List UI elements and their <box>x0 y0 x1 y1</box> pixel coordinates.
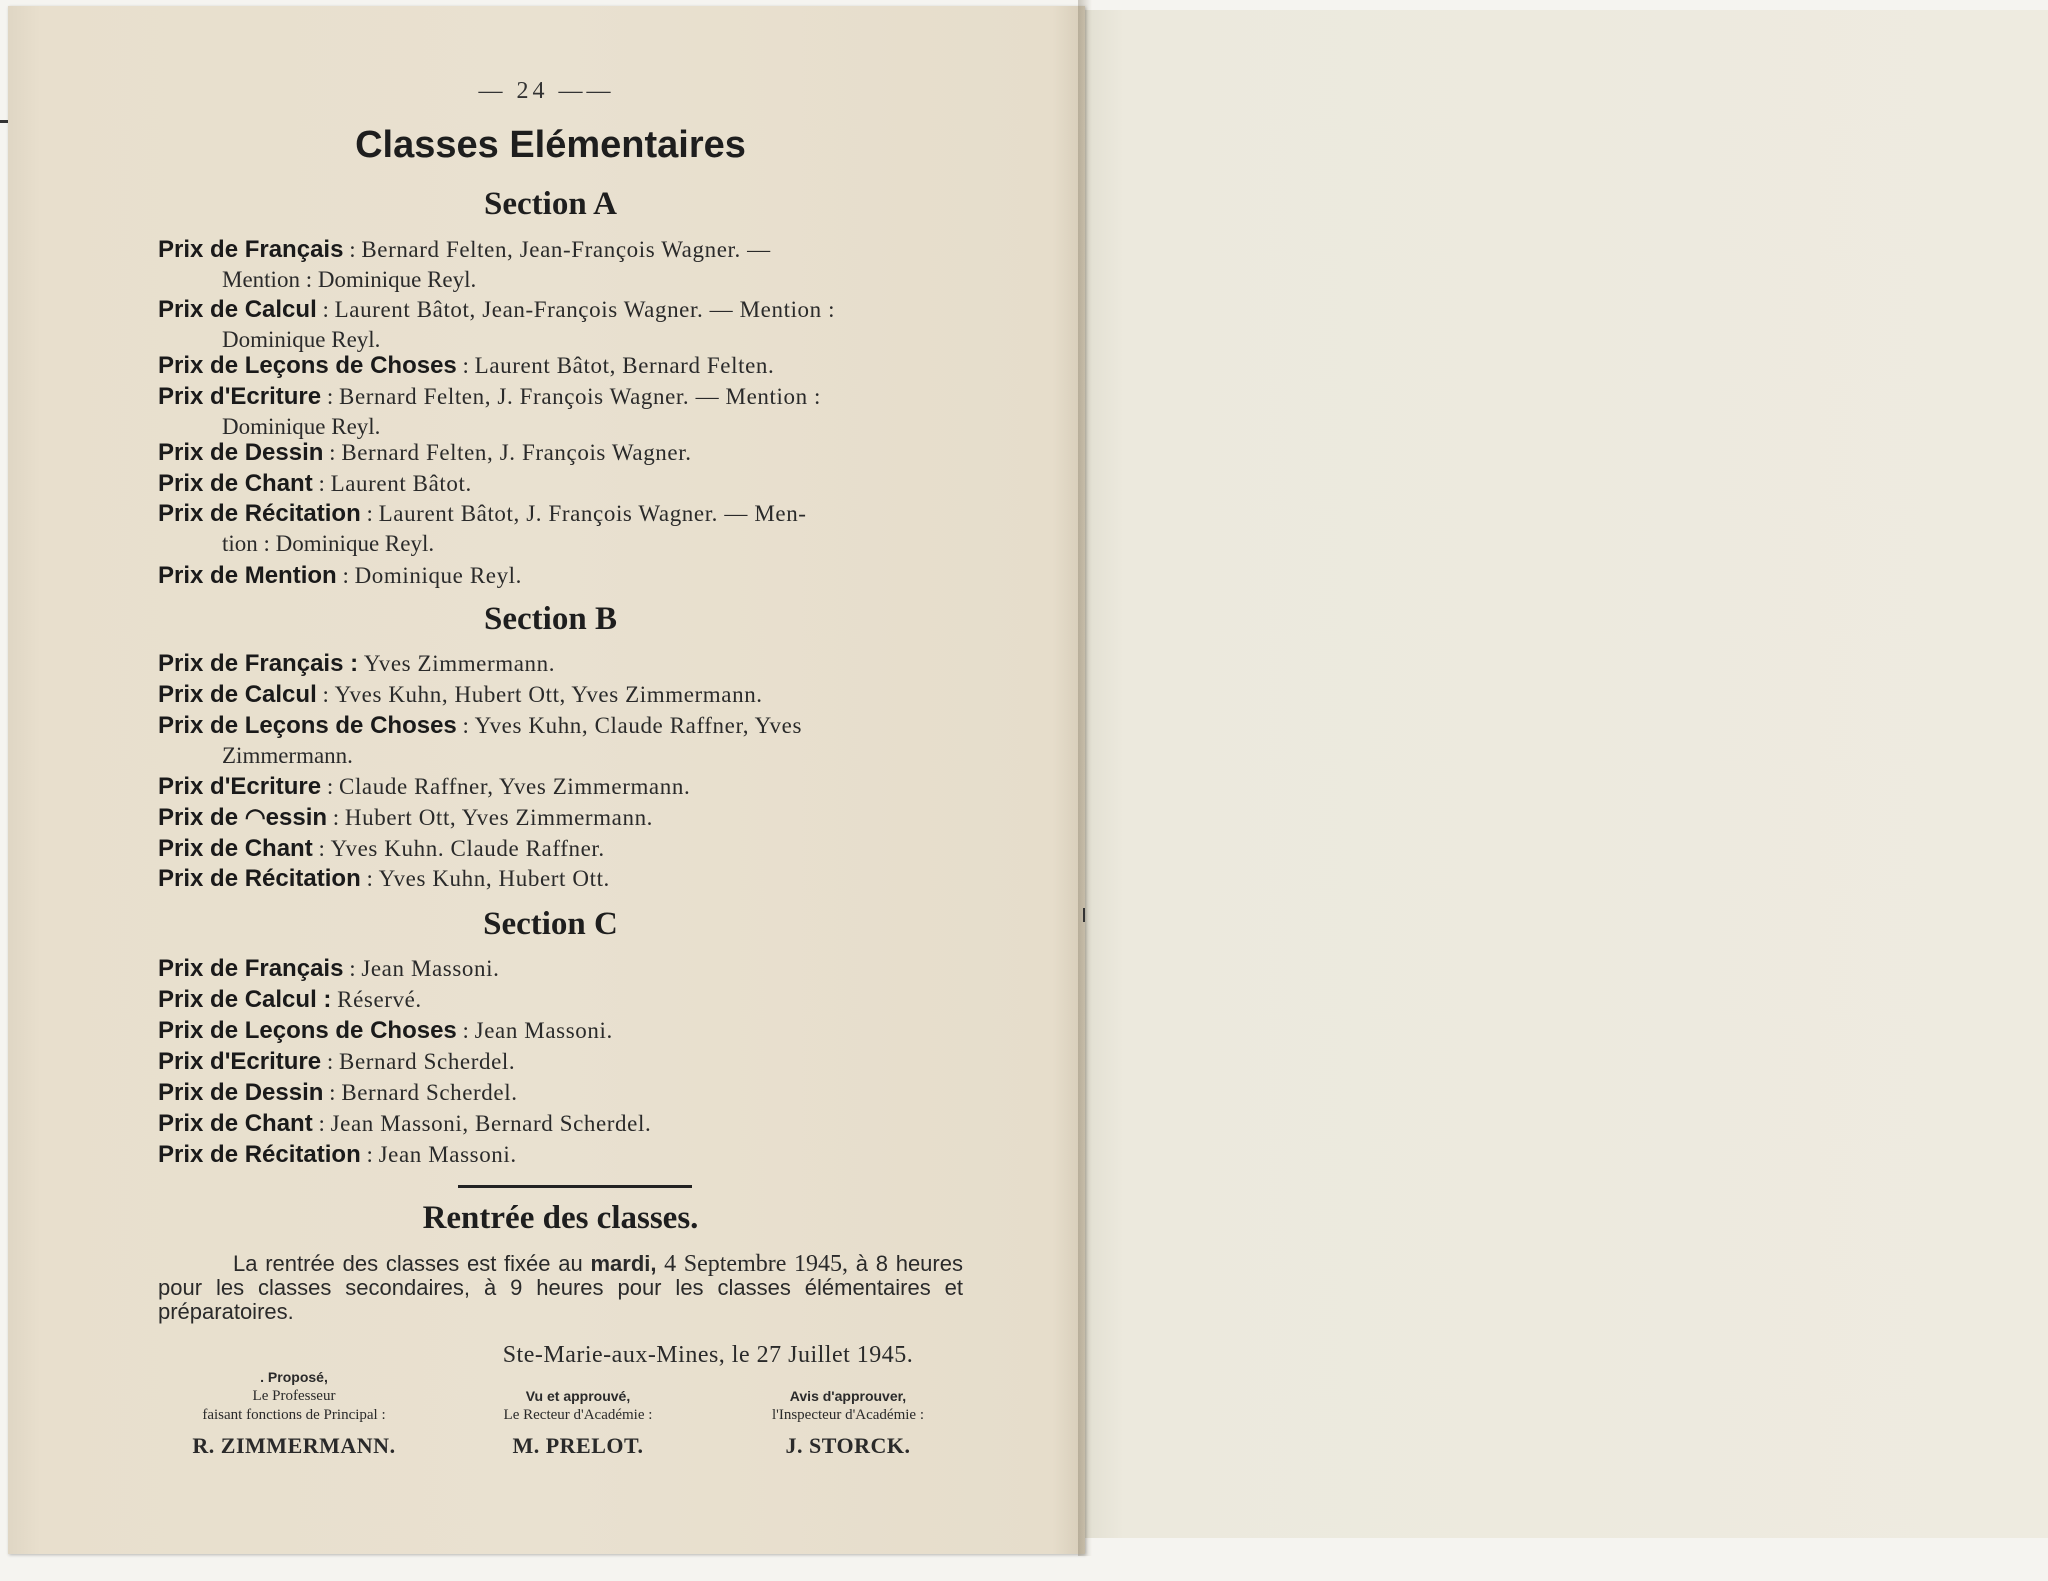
signature-block-recteur <box>428 1368 728 1461</box>
signature-block-principal <box>144 1368 444 1461</box>
prize-winners: Yves Kuhn. Claude Raffner. <box>330 836 605 861</box>
prize-label: Prix de Dessin <box>158 1079 324 1106</box>
prize-entry <box>158 438 963 468</box>
prize-label: Prix de Calcul <box>158 296 317 323</box>
prize-entry <box>158 772 963 802</box>
section-divider <box>458 1185 692 1188</box>
prize-winners: Yves Kuhn, Hubert Ott, Yves Zimmermann. <box>334 682 763 707</box>
prize-label: Prix d'Ecriture <box>158 773 322 800</box>
prize-separator: : <box>456 713 475 738</box>
prize-entry <box>158 954 963 984</box>
prize-entry <box>158 1109 963 1139</box>
prize-separator: : <box>312 471 331 496</box>
prize-entry <box>158 1016 963 1046</box>
prize-winners: Dominique Reyl. <box>354 563 523 588</box>
page-title: Classes Elémentaires <box>355 124 746 166</box>
prize-winners: Hubert Ott, Yves Zimmermann. <box>344 805 654 830</box>
prize-separator: : <box>316 297 335 322</box>
prize-winners: Yves Kuhn, Claude Raffner, Yves <box>474 713 803 738</box>
prize-label: Prix de Français <box>158 236 344 263</box>
prize-label: Prix de Leçons de Choses <box>158 1017 457 1044</box>
signature-heading: Vu et approuvé, <box>525 1388 631 1404</box>
signature-name: R. ZIMMERMANN. <box>192 1433 396 1458</box>
prize-separator: : <box>343 956 362 981</box>
prize-label: Prix de Mention <box>158 562 337 589</box>
signature-role-line: Le Professeur <box>252 1388 336 1404</box>
signature-name: M. PRELOT. <box>512 1433 644 1458</box>
prize-label: Prix de Récitation <box>158 865 361 892</box>
rentree-title: Rentrée des classes. <box>422 1200 699 1236</box>
prize-winners: Yves Zimmermann. <box>363 651 556 676</box>
rentree-text-start: La rentrée des classes est fixée au <box>233 1251 591 1276</box>
prize-label: Prix de Français <box>158 955 344 982</box>
prize-separator: : <box>321 774 339 799</box>
prize-entry <box>158 803 963 833</box>
prize-label: Prix de Chant <box>158 470 313 497</box>
prize-entry <box>158 351 963 381</box>
signature-heading: . Proposé, <box>260 1369 328 1385</box>
prize-separator: : <box>321 1049 339 1074</box>
prize-entry <box>158 295 963 355</box>
prize-separator: : <box>312 1111 331 1136</box>
prize-winners: Bernard Scherdel. <box>341 1080 518 1105</box>
prize-label: Prix de Leçons de Choses <box>158 352 457 379</box>
prize-entry <box>158 382 963 442</box>
prize-label: Prix de Calcul : <box>158 986 332 1013</box>
prize-entry <box>158 469 963 499</box>
page-number: — 24 —— <box>478 78 615 104</box>
prize-winners: Bernard Felten, J. François Wagner. — Mention : <box>339 384 822 409</box>
prize-separator: : <box>343 237 362 262</box>
prize-winners-continued: tion : Dominique Reyl. <box>222 531 435 556</box>
prize-winners: Jean Massoni. <box>361 956 500 981</box>
scan-edge-mark <box>0 120 8 123</box>
section-a-title: Section A <box>484 186 617 222</box>
prize-winners: Réservé. <box>337 987 422 1012</box>
prize-label: Prix de ◠essin <box>158 804 328 831</box>
prize-separator: : <box>323 1080 342 1105</box>
signature-heading: Avis d'approuver, <box>789 1388 907 1404</box>
left-page <box>8 6 1085 1554</box>
prize-winners-continued: Dominique Reyl. <box>222 327 381 352</box>
prize-winners: Bernard Scherdel. <box>339 1049 516 1074</box>
prize-entry <box>158 649 963 679</box>
section-b-title: Section B <box>484 601 617 637</box>
prize-label: Prix de Chant <box>158 835 313 862</box>
prize-separator: : <box>456 353 475 378</box>
prize-label: Prix d'Ecriture <box>158 1048 322 1075</box>
prize-label: Prix d'Ecriture <box>158 383 322 410</box>
prize-entry <box>158 235 963 295</box>
place-date: Ste-Marie-aux-Mines, le 27 Juillet 1945. <box>502 1342 914 1368</box>
prize-winners: Bernard Felten, Jean-François Wagner. — <box>361 237 771 262</box>
prize-winners: Jean Massoni, Bernard Scherdel. <box>330 1111 652 1136</box>
prize-winners: Jean Massoni. <box>378 1142 517 1167</box>
prize-separator: : <box>336 563 355 588</box>
prize-winners: Yves Kuhn, Hubert Ott. <box>378 866 610 891</box>
prize-winners: Laurent Bâtot, J. François Wagner. — Men- <box>378 501 807 526</box>
prize-label: Prix de Calcul <box>158 681 317 708</box>
prize-winners-continued: Mention : Dominique Reyl. <box>222 267 477 292</box>
prize-winners: Laurent Bâtot, Bernard Felten. <box>474 353 775 378</box>
prize-entry <box>158 499 963 559</box>
prize-label: Prix de Français : <box>158 650 359 677</box>
scan-edge-mark <box>1083 908 1085 922</box>
prize-winners-continued: Zimmermann. <box>222 743 353 768</box>
prize-entry <box>158 1140 963 1170</box>
prize-separator: : <box>360 1142 379 1167</box>
prize-separator: : <box>323 440 342 465</box>
prize-separator: : <box>360 501 379 526</box>
rentree-paragraph <box>158 1252 963 1324</box>
prize-label: Prix de Dessin <box>158 439 324 466</box>
signature-role-line: faisant fonctions de Principal : <box>202 1407 386 1423</box>
prize-separator: : <box>327 805 345 830</box>
prize-separator: : <box>312 836 331 861</box>
prize-winners: Jean Massoni. <box>474 1018 613 1043</box>
prize-entry <box>158 1078 963 1108</box>
signature-name: J. STORCK. <box>785 1433 911 1458</box>
prize-entry <box>158 680 963 710</box>
prize-winners-continued: Dominique Reyl. <box>222 414 381 439</box>
prize-separator: : <box>316 682 335 707</box>
prize-entry <box>158 561 963 591</box>
right-blank-page <box>1085 10 2048 1538</box>
prize-label: Prix de Leçons de Choses <box>158 712 457 739</box>
prize-entry <box>158 985 963 1015</box>
prize-label: Prix de Récitation <box>158 500 361 527</box>
rentree-day: mardi, <box>590 1251 657 1276</box>
prize-entry <box>158 864 963 894</box>
prize-entry <box>158 711 963 771</box>
prize-entry <box>158 834 963 864</box>
prize-winners: Laurent Bâtot, Jean-François Wagner. — Mention : <box>334 297 836 322</box>
prize-separator: : <box>321 384 339 409</box>
prize-winners: Claude Raffner, Yves Zimmermann. <box>339 774 691 799</box>
prize-separator: : <box>360 866 379 891</box>
section-c-title: Section C <box>483 906 618 942</box>
signature-role-line: l'Inspecteur d'Académie : <box>771 1407 924 1423</box>
rentree-text-end: à 8 heures pour les classes secondaires, à 9 heures pour les classes élémentaires et préparatoires. <box>158 1251 963 1324</box>
signature-block-inspecteur <box>698 1368 998 1461</box>
book-gutter-shadow <box>1078 0 1092 1556</box>
prize-label: Prix de Récitation <box>158 1141 361 1168</box>
prize-separator: : <box>456 1018 475 1043</box>
prize-label: Prix de Chant <box>158 1110 313 1137</box>
prize-entry <box>158 1047 963 1077</box>
rentree-date: 4 Septembre 1945, <box>656 1251 849 1277</box>
prize-winners: Bernard Felten, J. François Wagner. <box>341 440 692 465</box>
signature-role-line: Le Recteur d'Académie : <box>503 1407 653 1423</box>
prize-winners: Laurent Bâtot. <box>330 471 472 496</box>
